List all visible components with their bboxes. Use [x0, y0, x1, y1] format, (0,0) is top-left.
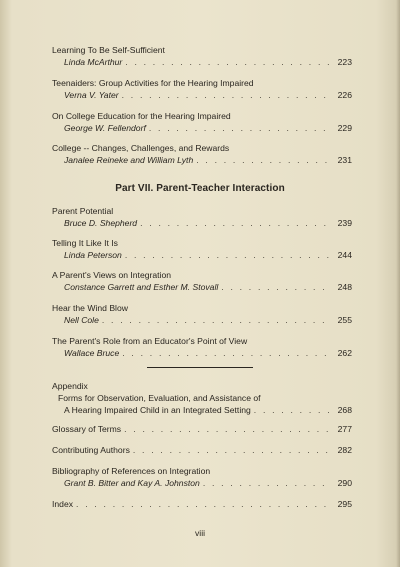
entry-author-line: [52, 249, 352, 261]
entry-page-number: 248: [337, 282, 352, 292]
entry-author: Nell Cole: [64, 315, 99, 325]
entry-page-number: 229: [337, 123, 352, 133]
part-heading: Part VII. Parent-Teacher Interaction: [115, 183, 285, 194]
entry-page-number: 223: [337, 57, 352, 67]
toc-entry: [52, 77, 352, 101]
dot-leader: [122, 89, 329, 101]
entry-line: [52, 498, 352, 510]
dot-leader: [124, 423, 329, 435]
section-divider: [147, 367, 253, 368]
entry-author: Verna V. Yater: [64, 90, 119, 100]
appendix-title: Appendix: [52, 381, 88, 391]
dot-leader: [196, 154, 329, 166]
entry-title: Telling It Like It Is: [52, 238, 118, 248]
entry-author-line: [52, 89, 352, 101]
entry-title: Parent Potential: [52, 206, 114, 216]
toc-entry: [52, 237, 352, 261]
entry-title: Contributing Authors: [52, 445, 130, 455]
entry-page-number: 277: [337, 424, 352, 434]
dot-leader: [140, 217, 329, 229]
page-edge-shadow: [396, 0, 400, 567]
entry-author: Janalee Reineke and William Lyth: [64, 155, 194, 165]
entry-author-line: [52, 122, 352, 134]
entry-author-line: [52, 281, 352, 293]
dot-leader: [125, 56, 329, 68]
toc-entry-appendix: [52, 380, 352, 416]
dot-leader: [203, 477, 329, 489]
entry-author: Wallace Bruce: [64, 348, 120, 358]
entry-author: Constance Garrett and Esther M. Stovall: [64, 282, 219, 292]
dot-leader: [133, 444, 329, 456]
toc-entry: [52, 205, 352, 229]
entry-page-number: 226: [337, 90, 352, 100]
dot-leader: [254, 404, 329, 416]
toc-entry: [52, 302, 352, 326]
dot-leader: [149, 122, 329, 134]
dot-leader: [102, 314, 329, 326]
entry-page-number: 239: [337, 218, 352, 228]
entry-author-line: [52, 56, 352, 68]
appendix-line: [52, 404, 352, 416]
entry-page-number: 262: [337, 348, 352, 358]
entry-page-number: 231: [337, 155, 352, 165]
entry-author-line: [52, 217, 352, 229]
dot-leader: [76, 498, 329, 510]
entry-author: George W. Fellendorf: [64, 123, 146, 133]
entry-title: Glossary of Terms: [52, 424, 122, 434]
entry-author: Grant B. Bitter and Kay A. Johnston: [64, 478, 200, 488]
dot-leader: [125, 249, 329, 261]
page-number: viii: [194, 528, 206, 538]
entry-page-number: 268: [337, 405, 352, 415]
entry-page-number: 290: [337, 478, 352, 488]
entry-line: [52, 423, 352, 435]
entry-author: Linda Peterson: [64, 250, 122, 260]
toc-entry: [52, 335, 352, 359]
entry-author: Linda McArthur: [64, 57, 123, 67]
toc-entry: [52, 142, 352, 166]
entry-author-line: [52, 347, 352, 359]
toc-entry-contributors: [52, 444, 352, 456]
entry-author-line: [52, 477, 352, 489]
entry-page-number: 255: [337, 315, 352, 325]
entry-page-number: 244: [337, 250, 352, 260]
entry-author-line: [52, 314, 352, 326]
toc-entry-index: [52, 498, 352, 510]
toc-entry-bibliography: [52, 465, 352, 489]
toc-entry: [52, 110, 352, 134]
entry-page-number: 295: [337, 499, 352, 509]
entry-title: A Parent's Views on Integration: [52, 270, 172, 280]
entry-title: Hear the Wind Blow: [52, 303, 128, 313]
entry-title: The Parent's Role from an Educator's Point of View: [52, 336, 248, 346]
entry-title: On College Education for the Hearing Impaired: [52, 111, 231, 121]
toc-entry: [52, 269, 352, 293]
entry-title: Index: [52, 499, 74, 509]
toc-entry-glossary: [52, 423, 352, 435]
dot-leader: [122, 347, 329, 359]
entry-line: [52, 444, 352, 456]
entry-title: Bibliography of References on Integration: [52, 466, 211, 476]
entry-title: Teenaiders: Group Activities for the Hearing Impaired: [52, 78, 254, 88]
dot-leader: [221, 281, 329, 293]
entry-page-number: 282: [337, 445, 352, 455]
toc-entry: [52, 44, 352, 68]
entry-title: Learning To Be Self-Sufficient: [52, 45, 165, 55]
entry-title: College -- Changes, Challenges, and Rewards: [52, 143, 230, 153]
appendix-subtitle-cont: A Hearing Impaired Child in an Integrated Setting: [64, 405, 251, 415]
entry-author: Bruce D. Shepherd: [64, 218, 138, 228]
appendix-subtitle: Forms for Observation, Evaluation, and Assistance of: [58, 393, 261, 403]
entry-author-line: [52, 154, 352, 166]
